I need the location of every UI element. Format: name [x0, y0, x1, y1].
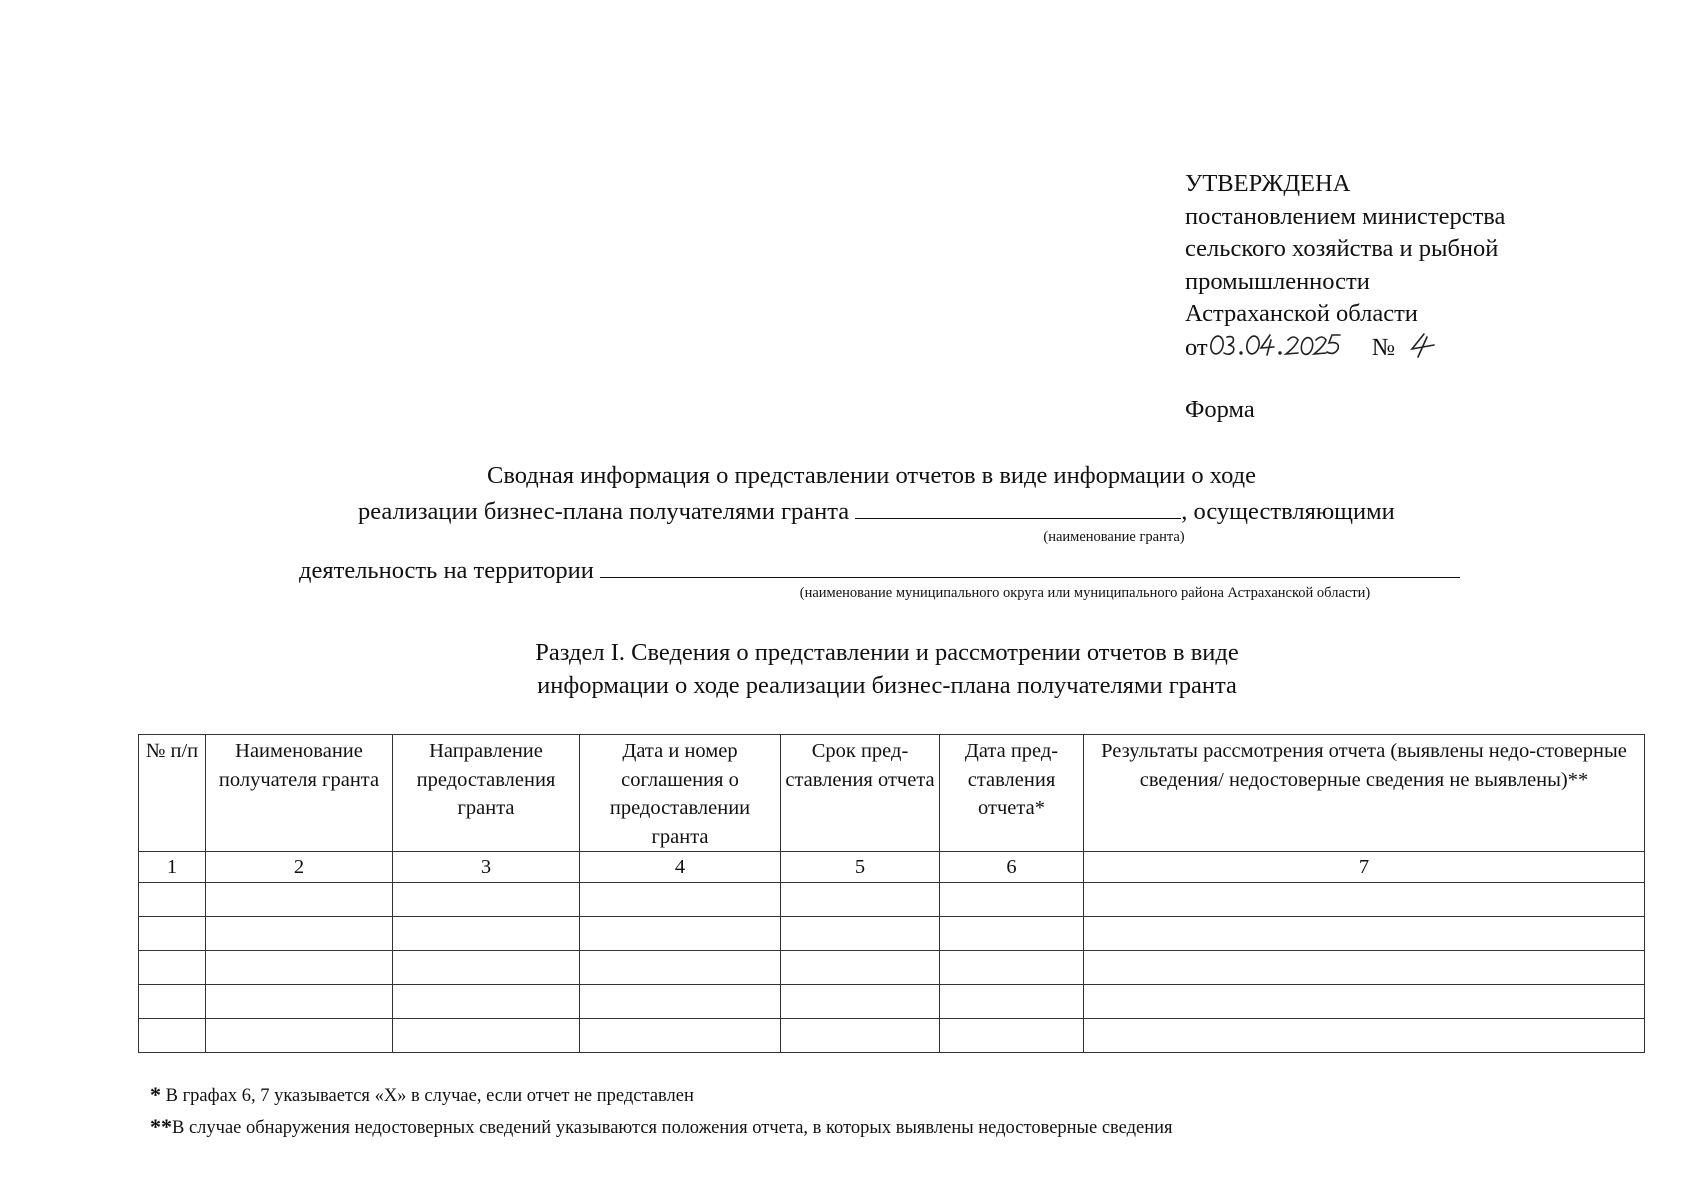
table-cell	[139, 883, 206, 917]
table-cell	[393, 1019, 580, 1053]
title-line-2	[358, 494, 1395, 526]
handwritten-number	[1408, 331, 1438, 369]
table-row	[139, 1019, 1645, 1053]
handwritten-date	[1208, 331, 1360, 369]
table-cell	[139, 1019, 206, 1053]
approval-date-line	[1185, 331, 1505, 364]
table-cell	[393, 951, 580, 985]
footnote-1-mark: *	[150, 1082, 161, 1107]
table-cell	[139, 951, 206, 985]
table-cell	[139, 985, 206, 1019]
title-line-1: Сводная информация о представлении отчетов в виде информации о ходе	[487, 462, 1256, 489]
col-header-results: Результаты рассмотрения отчета (выявлены недо-стоверные сведения/ недостоверные сведения не выявлены)**	[1084, 735, 1645, 852]
footnote-2-mark: **	[150, 1114, 172, 1139]
column-number: 1	[139, 852, 206, 883]
table-cell	[580, 985, 781, 1019]
table-cell	[206, 883, 393, 917]
section-heading-line-2: информации о ходе реализации бизнес-плана получателями гранта	[537, 672, 1237, 699]
footnote-1-text: В графах 6, 7 указывается «Х» в случае, если отчет не представлен	[161, 1086, 694, 1106]
col-header-direction: Направление предоставления гранта	[393, 735, 580, 852]
table-cell	[781, 951, 940, 985]
title-line-3	[299, 553, 1460, 585]
approval-heading: УТВЕРЖДЕНА	[1185, 170, 1351, 197]
table-cell	[206, 1019, 393, 1053]
approval-line: сельского хозяйства и рыбной	[1185, 235, 1499, 262]
table-cell	[940, 985, 1084, 1019]
table-cell	[393, 917, 580, 951]
table-cell	[139, 917, 206, 951]
report-table	[138, 734, 1645, 1053]
approval-line: Астраханской области	[1185, 300, 1418, 327]
table-cell	[940, 883, 1084, 917]
table-cell	[393, 985, 580, 1019]
territory-blank	[600, 553, 1460, 578]
table-cell	[1084, 883, 1645, 917]
column-number: 3	[393, 852, 580, 883]
column-number: 7	[1084, 852, 1645, 883]
table-cell	[206, 951, 393, 985]
table-cell	[1084, 985, 1645, 1019]
table-cell	[781, 917, 940, 951]
table-row	[139, 985, 1645, 1019]
column-number-row	[139, 852, 1645, 883]
table-cell	[1084, 917, 1645, 951]
col-header-number: № п/п	[139, 735, 206, 852]
footnote-1	[150, 1082, 694, 1108]
table-cell	[580, 917, 781, 951]
section-heading-line-1: Раздел I. Сведения о представлении и рассмотрении отчетов в виде	[535, 639, 1239, 666]
column-number: 6	[940, 852, 1084, 883]
table-cell	[1084, 1019, 1645, 1053]
grant-name-caption: (наименование гранта)	[1043, 529, 1185, 545]
footnote-2-text: В случае обнаружения недостоверных сведений указываются положения отчета, в которых выявлены недостоверные сведения	[172, 1118, 1173, 1138]
title-line-3-start: деятельность на территории	[299, 557, 594, 584]
form-label: Форма	[1185, 396, 1255, 423]
table-cell	[781, 883, 940, 917]
table-cell	[781, 985, 940, 1019]
col-header-submission-date: Дата пред-ставления отчета*	[940, 735, 1084, 852]
table-header-row	[139, 735, 1645, 852]
grant-name-blank	[855, 494, 1181, 519]
approval-line: постановлением министерства	[1185, 202, 1506, 230]
title-line-2-start: реализации бизнес-плана получателями гранта	[358, 498, 850, 525]
table-row	[139, 951, 1645, 985]
footnote-2	[150, 1114, 1173, 1140]
territory-caption: (наименование муниципального округа или муниципального района Астраханской области)	[799, 585, 1371, 601]
approval-line: промышленности	[1185, 267, 1370, 295]
number-prefix: №	[1371, 333, 1396, 361]
column-number: 5	[781, 852, 940, 883]
title-line-2-end: , осуществляющими	[1181, 498, 1395, 525]
column-number: 2	[206, 852, 393, 883]
table-cell	[940, 1019, 1084, 1053]
table-cell	[940, 917, 1084, 951]
column-number: 4	[580, 852, 781, 883]
approval-block	[1185, 168, 1505, 363]
col-header-deadline: Срок пред-ставления отчета	[781, 735, 940, 852]
table-cell	[206, 985, 393, 1019]
table-cell	[781, 1019, 940, 1053]
table-cell	[580, 1019, 781, 1053]
table-cell	[940, 951, 1084, 985]
date-prefix: от	[1185, 333, 1208, 361]
table-cell	[393, 883, 580, 917]
table-row	[139, 917, 1645, 951]
table-cell	[206, 917, 393, 951]
col-header-agreement: Дата и номер соглашения о предоставлении гранта	[580, 735, 781, 852]
table-cell	[580, 883, 781, 917]
col-header-recipient: Наименование получателя гранта	[206, 735, 393, 852]
table-cell	[580, 951, 781, 985]
table-cell	[1084, 951, 1645, 985]
table-row	[139, 883, 1645, 917]
